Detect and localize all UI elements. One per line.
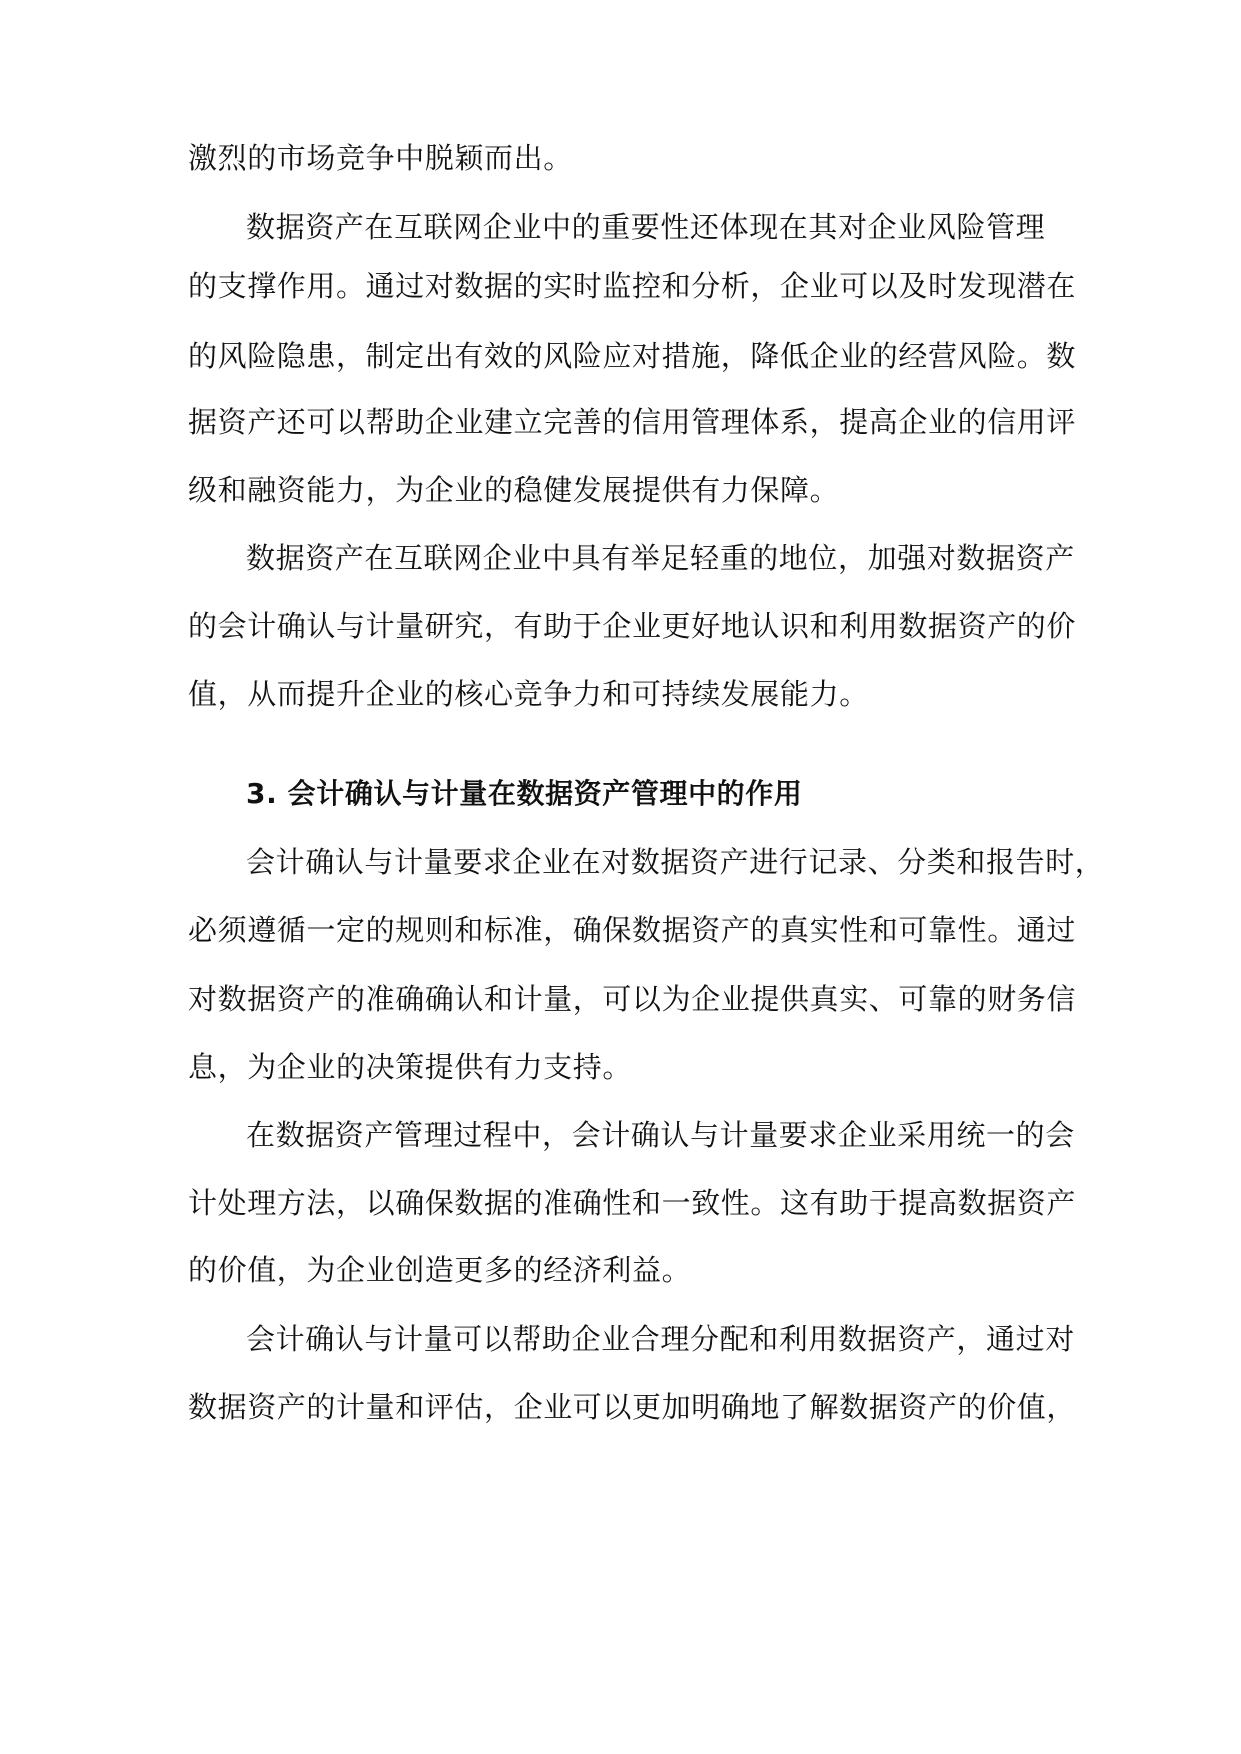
paragraph-4-line-2: 必须遵循一定的规则和标准，确保数据资产的真实性和可靠性。通过 xyxy=(188,913,1077,947)
paragraph-2-line-4: 据资产还可以帮助企业建立完善的信用管理体系，提高企业的信用评 xyxy=(188,405,1077,439)
paragraph-6-line-2: 数据资产的计量和评估，企业可以更加明确地了解数据资产的价值， xyxy=(188,1390,1077,1424)
paragraph-5-line-3: 的价值，为企业创造更多的经济利益。 xyxy=(188,1253,692,1287)
paragraph-6-line-1: 会计确认与计量可以帮助企业合理分配和利用数据资产，通过对 xyxy=(246,1322,1075,1356)
paragraph-2-line-3: 的风险隐患，制定出有效的风险应对措施，降低企业的经营风险。数 xyxy=(188,339,1077,373)
section-heading: 3. 会计确认与计量在数据资产管理中的作用 xyxy=(246,777,803,810)
paragraph-5-line-2: 计处理方法，以确保数据的准确性和一致性。这有助于提高数据资产 xyxy=(188,1186,1077,1220)
paragraph-4-line-4: 息，为企业的决策提供有力支持。 xyxy=(188,1050,633,1084)
paragraph-2-line-1: 数据资产在互联网企业中的重要性还体现在其对企业风险管理 xyxy=(246,210,1046,244)
paragraph-2-line-5: 级和融资能力，为企业的稳健发展提供有力保障。 xyxy=(188,473,840,507)
paragraph-4-line-1: 会计确认与计量要求企业在对数据资产进行记录、分类和报告时， xyxy=(246,845,1105,879)
paragraph-1-line-1: 激烈的市场竞争中脱颖而出。 xyxy=(188,141,573,175)
paragraph-2-line-2: 的支撑作用。通过对数据的实时监控和分析，企业可以及时发现潜在 xyxy=(188,269,1077,303)
paragraph-3-line-2: 的会计确认与计量研究，有助于企业更好地认识和利用数据资产的价 xyxy=(188,609,1077,643)
paragraph-3-line-1: 数据资产在互联网企业中具有举足轻重的地位，加强对数据资产 xyxy=(246,541,1075,575)
paragraph-4-line-3: 对数据资产的准确确认和计量，可以为企业提供真实、可靠的财务信 xyxy=(188,982,1077,1016)
paragraph-5-line-1: 在数据资产管理过程中，会计确认与计量要求企业采用统一的会 xyxy=(246,1118,1075,1152)
paragraph-3-line-3: 值，从而提升企业的核心竞争力和可持续发展能力。 xyxy=(188,677,869,711)
